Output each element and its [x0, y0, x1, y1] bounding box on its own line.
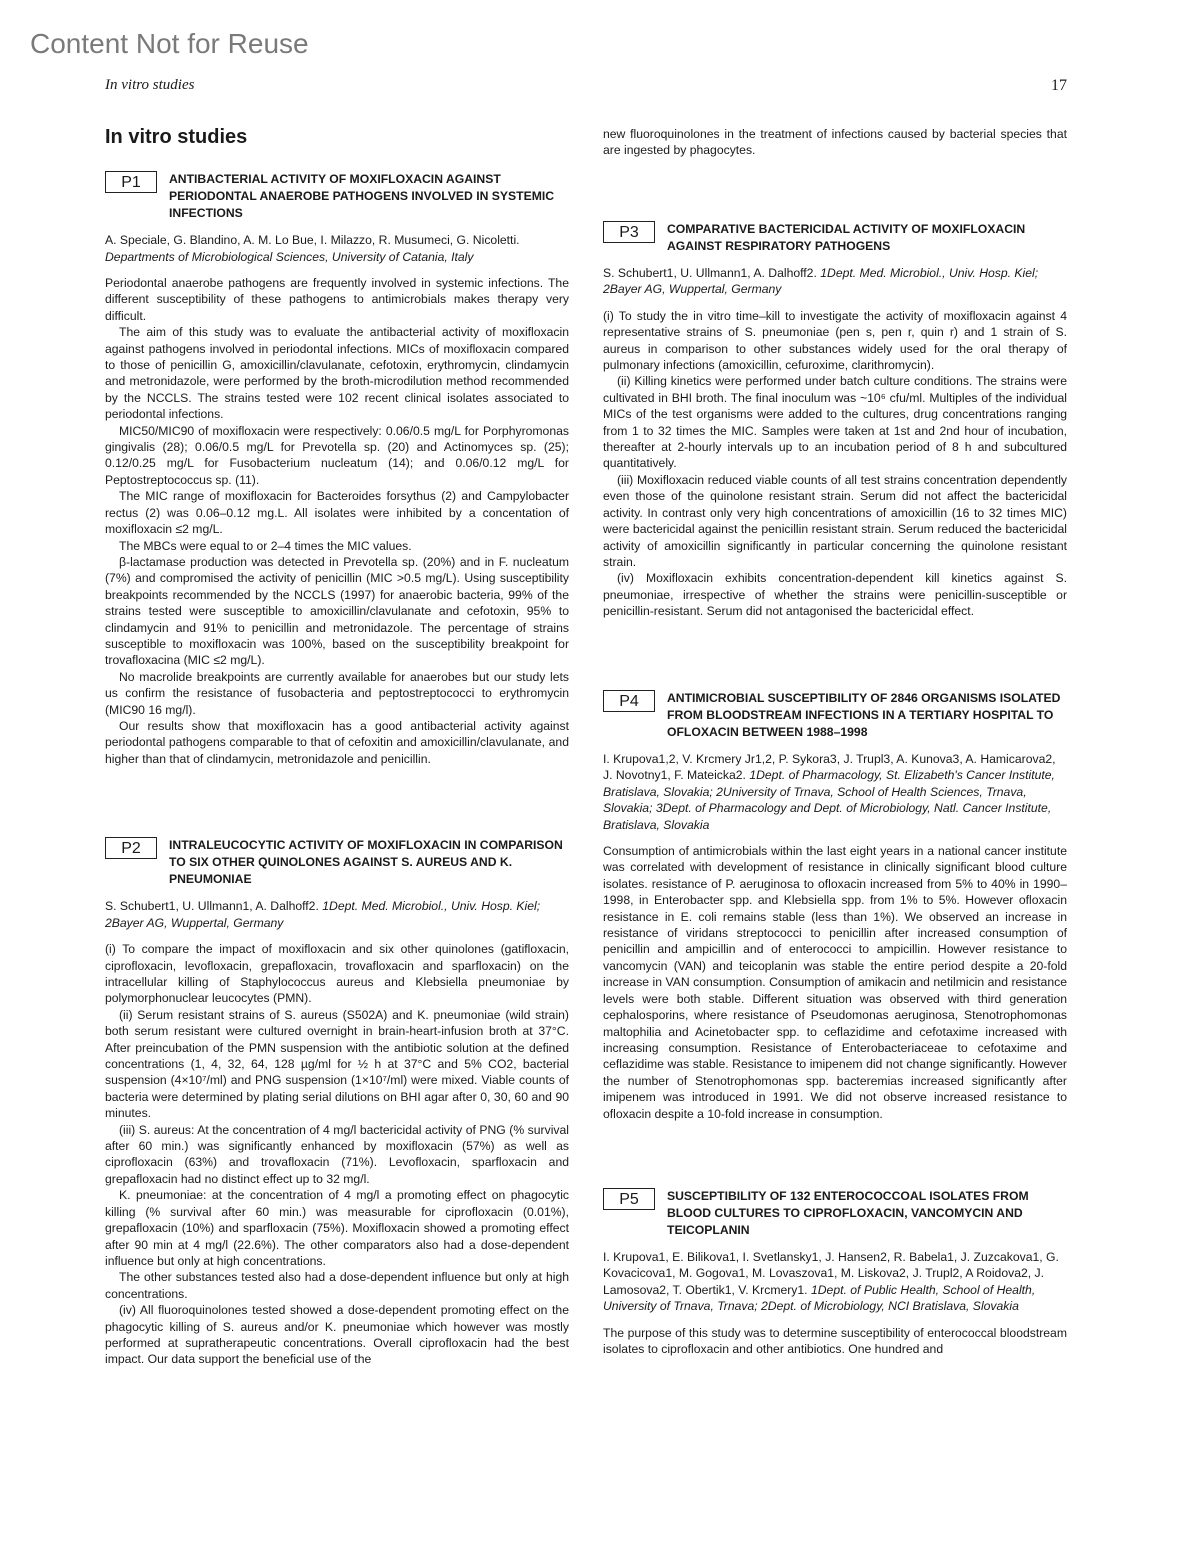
left-column	[105, 126, 569, 1368]
paragraph: Consumption of antimicrobials within the last eight years in a national cancer institute was correlated with development of resistance in clinically significant blood culture isolates. resistance of P. aeruginosa to ofloxacin increased from 5% to 40% in 1990–1998, in Enterobacter spp. and Klebsiella spp. from 1% to 5%. However ofloxacin resistance in E. coli remains stable (less than 1%). We observed an increase in resistance of viridans streptococci to penicillin after increased consumption of penicillin and ampicillin and of enterococci to ampicillin. However resistance to vancomycin (VAN) and teicoplanin was stable the entire period despite a 20-fold increase in VAN consumption. Consumption of amikacin and netilmicin and resistance levels were both stable. Different situation was observed with third generation cephalosporins, where resistance of Pseudomonas aeruginosa, Stenotrophomonas maltophilia and Acinetobacter spp. to ceflazidime and cefotaxime increased with increasing consumption. Resistance of Enterobacteriaceae to cefotaxime and ceflazidime was stable. Resistance to imipenem did not change significantly. However the number of Stenotrophomonas spp. bacteremias increased significantly after imipenem was introduced in 1991. We did not observe increased resistance to ofloxacin despite a 10-fold increase in consumption.	[603, 844, 1067, 1121]
paragraph: (iv) All fluoroquinolones tested showed a dose-dependent promoting effect on the phagocytic killing of S. aureus and/or K. pneumoniae which however was mostly performed at supratherapeutic concentrations. Overall ciprofloxacin had the best impact. Our data support the beneficial use of the	[105, 1303, 569, 1367]
affiliation: 1Dept. Med. Microbiol., Univ. Hosp. Kiel; 2Bayer AG, Wuppertal, Germany	[603, 265, 1039, 297]
paragraph: (iii) Moxifloxacin reduced viable counts of all test strains concentration dependently even those of the quinolone resistant strain. Serum did not affect the bactericidal activity. In contrast only very high concentrations of amoxicillin (16 to 32 times MIC) were bactericidal against the penicillin resistant strain. Serum reduced the bactericidal activity of amoxicillin significantly in particular concerning the quinolone resistant strain.	[603, 472, 1067, 569]
paragraph: Our results show that moxifloxacin has a good antibacterial activity against periodontal pathogens comparable to that of cefoxitin and amoxicillin/clavulanate, and higher than that of clindamycin, metronidazole and penicillin.	[105, 718, 569, 766]
paragraph: (i) To compare the impact of moxifloxacin and six other quinolones (gatifloxacin, ciprofloxacin, levofloxacin, grepafloxacin, trovafloxacin and sparfloxacin) on the intracellular killing of Staphylococcus aureus and Klebsiella pneumoniae by polymorphonuclear leucocytes (PMN).	[105, 942, 569, 1006]
affiliation: 1Dept. of Public Health, School of Health, University of Trnava, Trnava; 2Dept. of Microbiology, NCI Bratislava, Slovakia	[603, 1282, 1036, 1314]
abstract-p4	[603, 690, 1067, 1122]
abstract-header	[603, 690, 1067, 741]
paragraph: β-lactamase production was detected in Prevotella sp. (20%) and in F. nucleatum (7%) and compromised the activity of penicillin (MIC >0.5 mg/L). Using susceptibility breakpoints recommended by the NCCLS (1997) for anaerobic bacteria, 99% of the strains tested were susceptible to amoxicillin/clavulanate and cefotoxin, 95% to clindamycin and 91% to penicillin and metronidazole. The percentage of strains susceptible to moxifloxacin was 100%, based on the susceptibility breakpoint for trovafloxacina (MIC ≤2 mg/L).	[105, 554, 569, 668]
paragraph: The MBCs were equal to or 2–4 times the MIC values.	[119, 538, 412, 553]
paragraph: (ii) Killing kinetics were performed under batch culture conditions. The strains were cultivated in BHI broth. The final inoculum was ~10⁶ cfu/ml. Multiples of the individual MICs of the test organisms were added to the cultures, drug concentrations ranging from 1 to 32 times the MIC. Samples were taken at 1st and 2nd hour of incubation, thereafter at 2-hourly intervals up to an incubation period of 8 h and subcultured quantitatively.	[603, 374, 1067, 471]
abstract-title: ANTIBACTERIAL ACTIVITY OF MOXIFLOXACIN AGAINST PERIODONTAL ANAEROBE PATHOGENS INVOLVED IN SYSTEMIC INFECTIONS	[169, 172, 555, 220]
abstract-title: COMPARATIVE BACTERICIDAL ACTIVITY OF MOXIFLOXACIN AGAINST RESPIRATORY PATHOGENS	[667, 221, 1026, 253]
abstract-p3	[603, 221, 1067, 620]
affiliation: 1Dept. of Pharmacology, St. Elizabeth's Cancer Institute, Bratislava, Slovakia; 2University of Trnava, School of Health Sciences, Trnava, Slovakia; 3Dept. of Pharmacology and Dept. of Microbiology, Natl. Cancer Institute, Bratislava, Slovakia	[603, 768, 1055, 832]
abstract-title: SUSCEPTIBILITY OF 132 ENTEROCOCCOAL ISOLATES FROM BLOOD CULTURES TO CIPROFLOXACIN, VANCOMYCIN AND TEICOPLANIN	[667, 1188, 1029, 1237]
authors	[603, 265, 1067, 298]
running-head: In vitro studies	[105, 77, 195, 93]
paragraph: (i) To study the in vitro time–kill to investigate the activity of moxifloxacin against 4 representative strains of S. pneumoniae (pen s, pen r, quin r) and 1 strain of S. aureus in comparison to other substances widely used for the oral therapy of pulmonary infections (amoxicillin, cefuroxime, clarithromycin).	[603, 308, 1067, 373]
paragraph: The MIC range of moxifloxacin for Bacteroides forsythus (2) and Campylobacter rectus (2) was 0.06–0.12 mg.L. All isolates were inhibited by a concentation of moxifloxacin ≤2 mg/L.	[105, 489, 569, 537]
paragraph: K. pneumoniae: at the concentration of 4 mg/l a promoting effect on phagocytic killing (% survival after 60 min.) was measurable for ciprofloxacin (0.01%), grepafloxacin (10%) and sparfloxacin (75%). Moxifloxacin showed a promoting effect after 90 min at 4 mg/l (22.6%). The other comparators also had a dose-dependent influence but only at high concentrations.	[105, 1188, 569, 1268]
abstract-code: P2	[105, 837, 157, 859]
authors	[603, 1249, 1067, 1315]
right-column	[603, 126, 1067, 1358]
page-number: 17	[1051, 77, 1067, 94]
affiliation: Departments of Microbiological Sciences, University of Catania, Italy	[105, 249, 474, 264]
affiliation: 1Dept. Med. Microbiol., Univ. Hosp. Kiel; 2Bayer AG, Wuppertal, Germany	[105, 899, 541, 930]
authors	[105, 898, 569, 931]
paragraph: The aim of this study was to evaluate the antibacterial activity of moxifloxacin against pathogens involved in periodontal infections. MICs of moxifloxacin compared to those of penicillin G, amoxicillin/clavulanate, cefotoxin, erythromycin, clindamycin and metronidazole, were performed by the broth-microdilution method recommended by the NCCLS. The strains tested were 102 recent clinical isolates associated to periodontal infections.	[105, 325, 569, 422]
paragraph: The other substances tested also had a dose-dependent influence but only at high concentrations.	[105, 1270, 569, 1301]
paragraph: (iii) S. aureus: At the concentration of 4 mg/l bactericidal activity of PNG (% survival after 60 min.) was significantly enhanced by moxifloxacin (57%) as well as ciprofloxacin (63%) and trovafloxacin (71%). Levofloxacin, sparfloxacin and grepafloxacin had no distinct effect up to 32 mg/l.	[105, 1122, 569, 1186]
authors	[603, 751, 1067, 834]
author-list: A. Speciale, G. Blandino, A. M. Lo Bue, I. Milazzo, R. Musumeci, G. Nicoletti.	[105, 233, 520, 247]
author-list: I. Krupova1,2, V. Krcmery Jr1,2, P. Sykora3, J. Trupl3, A. Kunova3, A. Hamicarova2, J. Novotny1, F. Mateicka2.	[603, 751, 1056, 783]
abstract-header	[105, 171, 569, 222]
watermark: Content Not for Reuse	[30, 28, 309, 59]
author-list: I. Krupova1, E. Bilikova1, I. Svetlansky1, J. Hansen2, R. Babela1, J. Zuzcakova1, G. Kovacicova1, M. Gogova1, M. Lovaszova1, M. Liskova2, J. Trupl2, A Roidova2, J. Lamosova2, T. Obertik1, V. Krcmery1.	[603, 1249, 1059, 1297]
paragraph: Periodontal anaerobe pathogens are frequently involved in systemic infections. The different susceptibility of these pathogens to antimicrobials makes therapy very difficult.	[105, 276, 569, 323]
continuation-paragraph: new fluoroquinolones in the treatment of infections caused by bacterial species that are ingested by phagocytes.	[603, 127, 1067, 158]
abstract-code: P4	[603, 690, 655, 712]
paragraph: MIC50/MIC90 of moxifloxacin were respectively: 0.06/0.5 mg/L for Porphyromonas gingivalis (28); 0.06/0.5 mg/L for Prevotella sp. (20) and Actinomyces sp. (25); 0.12/0.25 mg/L for Fusobacterium nucleatum (14); and 0.06/0.12 mg/L for Peptostreptococcus sp. (11).	[105, 423, 569, 487]
section-title: In vitro studies	[105, 126, 248, 148]
abstract-header	[603, 221, 1067, 255]
author-list: S. Schubert1, U. Ullmann1, A. Dalhoff2.	[105, 899, 319, 914]
abstract-code: P5	[603, 1188, 655, 1210]
author-list: S. Schubert1, U. Ullmann1, A. Dalhoff2.	[603, 265, 817, 280]
paragraph: No macrolide breakpoints are currently available for anaerobes but our study lets us confirm the resistance of fusobacteria and peptostreptococci to erythromycin (MIC90 16 mg/l).	[105, 669, 569, 717]
abstract-title: INTRALEUCOCYTIC ACTIVITY OF MOXIFLOXACIN IN COMPARISON TO SIX OTHER QUINOLONES AGAINST S. AUREUS AND K. PNEUMONIAE	[169, 838, 563, 887]
paragraph: (ii) Serum resistant strains of S. aureus (S502A) and K. pneumoniae (wild strain) both serum resistant were cultured overnight in brain-heart-infusion broth at 37°C. After preincubation of the PMN suspension with the antibiotic solution at the defined concentrations (1, 4, 32, 64, 128 µg/ml for ½ h at 37°C and 5% CO2, bacterial suspension (4×10⁷/ml) and PNG suspension (1×10⁷/ml) were mixed. Viable counts of bacteria were determined by plating serial dilutions on BHI agar after 0, 30, 60 and 90 minutes.	[105, 1007, 569, 1121]
paragraph: (iv) Moxifloxacin exhibits concentration-dependent kill kinetics against S. pneumoniae, irrespective of whether the strains were penicillin-susceptible or penicillin-resistant. Serum did not antagonised the bactericidal effect.	[603, 571, 1067, 619]
paragraph: The purpose of this study was to determine susceptibility of enterococcal bloodstream isolates to ciprofloxacin and other antibiotics. One hundred and	[603, 1325, 1067, 1357]
authors	[105, 232, 569, 265]
abstract-p2	[105, 837, 569, 1368]
abstract-p1	[105, 171, 569, 767]
abstract-title: ANTIMICROBIAL SUSCEPTIBILITY OF 2846 ORGANISMS ISOLATED FROM BLOODSTREAM INFECTIONS IN A TERTIARY HOSPITAL TO OFLOXACIN BETWEEN 1988–1998	[667, 690, 1061, 739]
abstract-p5	[603, 1188, 1067, 1358]
abstract-code: P1	[105, 171, 157, 193]
abstract-header	[603, 1188, 1067, 1239]
abstract-code: P3	[603, 221, 655, 243]
abstract-header	[105, 837, 569, 888]
